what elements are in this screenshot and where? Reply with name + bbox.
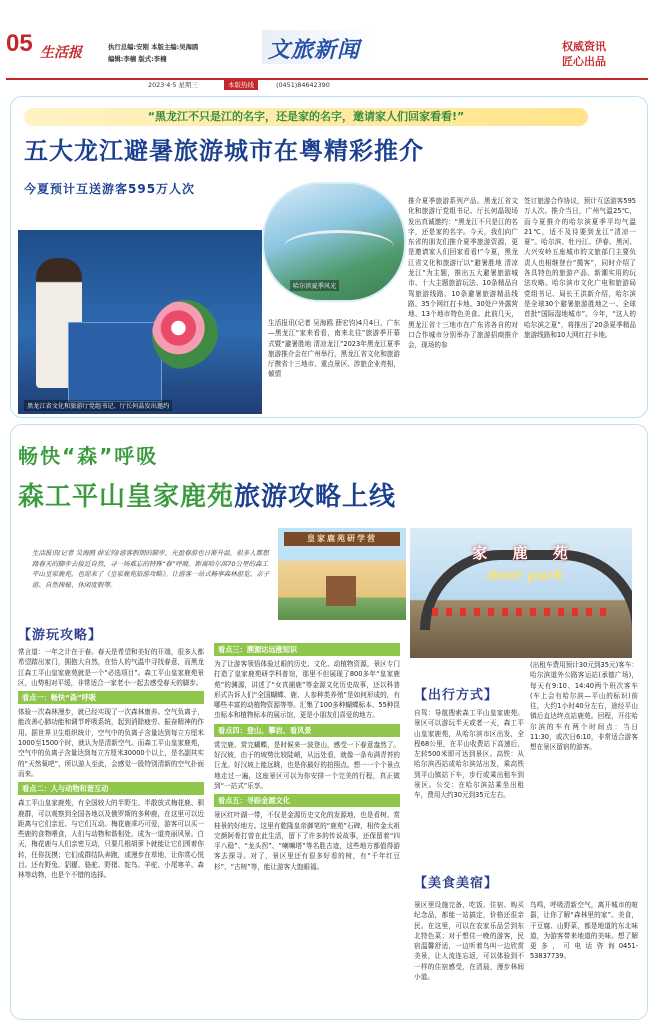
flower-arrangement (152, 300, 218, 370)
story-1-column-3: 签订旅游合作协议，预计互送游客595万人次。推介当日，广州气温25℃，而今夏推介的哈尔滨夏季平均气温21℃，适不及待要到龙江“清凉一夏”。哈尔滨、牡丹江、伊春、黑河、大兴安岭五座城市的文旅部门主要负责人也相继登台“揽客”，同时介绍了各具特色的旅游产品、新潮实用的玩法攻略。哈尔滨市文化广电和旅游局党组书记、局长王洪新介绍，哈尔滨是全球30个避暑旅游胜地之一、全球首批“国际湿地城市”。今年，“这人的哈尔滨之夏”，将推出了20条夏季精品旅游线路和10大网红打卡地。 (524, 197, 636, 339)
masthead (0, 0, 654, 100)
story-2-kicker: 畅快“森”呼吸 (18, 444, 159, 468)
story-2-lead: 生活报讯(记者 吴海鸥 薛宏钧)游客假期的脚步，充盈春游也日渐升温，很多人都想踏春天的脚步去接近自然，寻一场难忘的特殊“春”呼吸。距离哈尔滨70公里的森工平山皇家鹿苑，也迎来了《皇家鹿苑旅游攻略》。让游客一站式畅享森林游览、亲子游、自然探秘、休闲度假等。 (32, 549, 270, 589)
point-2-title: 看点二：人与动物和谐互动 (18, 782, 204, 795)
lanterns (432, 608, 610, 616)
travel-guide-heading: 【游玩攻略】 (18, 628, 103, 643)
summer-scenery-photo (262, 182, 406, 302)
speaker-photo (18, 230, 262, 414)
food-text: 景区里设施完备，吃饭、住宿、购买纪念品，都能一站搞定，价格还很亲民。在这里，可以在农家乐品尝到东北特色菜；对于想住一晚的游客，民宿温馨舒适，一边听着鸟叫一边欣赏美景，让人流连忘返，可以体验到不一样的住宿感受，在清晨，漫步林间小道。 (414, 901, 524, 982)
summer-scenery-caption: 哈尔滨夏季风光 (290, 280, 339, 291)
story-1-subheadline: 今夏预计互送游客595万人次 (24, 182, 196, 196)
point-5-text: 景区红叶湖一带，不仅是金源历史文化的发源地，也是看树、赏桂景的好地方。这里有乾隆皇帝御笔的“鹿苑”石碑，相传金太祖完颜阿骨打曾在此生活，留下了许多的传说故事，还保留着“四平八稳”、“龙头拐”、“喇嘛塔”等名胜古迹，这些地方都值得游客去探寻。对了，景区里还有很多好看的树，有“千年红豆杉”、“古树”等，能让游客大饱眼福。 (214, 811, 400, 871)
point-1-text: 体验一次森林漫步，就已经实现了一次森林康养。空气负离子，能改善心肺功能和调节呼吸系统，起到消除疲劳、振奋精神的作用。据世界卫生组织统计，空气中的负离子含量达到每立方厘米1000至1500个时，就认为是清新空气。而森工平山皇家鹿苑，空气中的负离子含量达到每立方厘米30000个以上，是名副其实的“天然氧吧”，所以游人至此，会感觉一股特别清新的空气扑面而来。 (18, 708, 204, 778)
story-1-kicker: “黑龙江不只是江的名字，还是家的名字，邀请家人们回家看看!” (24, 108, 588, 126)
point-4-title: 看点四：登山、攀岩、看风景 (214, 724, 400, 737)
point-5-title: 看点五：寻踪金源文化 (214, 794, 400, 807)
story-2-headline-part-1: 森工平山皇家鹿苑 (18, 482, 235, 512)
camp-building-door (326, 576, 356, 606)
food-text-2: 鸟鸣，呼吸清新空气，离开城市的喧嚣，让你了解“森林里的家”。美食，干豆腐、山野菜，都是地道的东北味道，为游客带来地道的美味。想了解更多，可电话咨询0451-53837739。 (530, 901, 638, 961)
story-1-column-1: 生活报讯(记者 吴海鸥 薛宏钧)4月4日，广东—黑龙江“家来看看，南来北往”旅游季开幕式暨“避暑胜地 清凉龙江”2023年黑龙江夏季旅游推介会在广州举行，黑龙江省文化和旅游厅携省十三地市、重点景区、涉旅企业亮相，倾情 (268, 319, 400, 379)
bridge-shape (284, 230, 394, 263)
transport-text: 自驾：导航搜索森工平山皇家鹿苑。景区可以游玩半天或者一天，森工平山皇家鹿苑，从哈尔滨市区出发，全程68公里，在平山收费站下高速后，左转500米即可达到景区。高铁：从哈尔滨西站或哈尔滨站出发，乘高铁到平山镇站下车，步行或乘出租车到景区。公交：在哈尔滨站乘坐出租车，费用大约30元到35元左右。 (414, 709, 524, 800)
deer-park-gate-photo (410, 528, 632, 658)
story-1-headline: 五大龙江避暑旅游城市在粤精彩推介 (24, 137, 424, 165)
story-2-column-b (214, 640, 400, 1014)
gate-sign-en: deer park (486, 568, 564, 584)
section-title: 文旅新闻 (268, 38, 361, 63)
point-3-text: 为了让游客领悟体验过眼的历史、文化、动植物资源，景区专门打造了皇家鹿苑研学科普馆，那里不但展现了800多年“皇家鹿苑”的渊源，讲述了“女真捕鹿”等金源文化历史故事，还以科普形式告诉人们“全国蝴蝶、鹿、人参种类养殖”是如何形成的，有哪些丰富的动植物资源等等。汇集了100多种蝴蝶标本、55种昆虫标本和植物标本的展示馆，更是小朋友们喜爱的地方。 (214, 660, 400, 720)
research-camp-photo (278, 528, 406, 620)
date-line: 2023·4·5 星期三 (148, 81, 198, 89)
point-2-text: 森工平山皇家鹿苑，有全国较大的半野生、半散放式梅花鹿、驯鹿群，可以观察到全国各地以及俄罗斯的多种鹿，在这里可以近距离与它们亲近、与它们互动。梅花鹿乖巧可爱，游客可以买一些鹿的食物喂食，人们与动物和谐相处，成为一道亮丽风景。白天，梅花鹿与人们亲密互动，只要几根胡萝卜就能让它们围着你转，任你抚摸；它们成群结队奔跑，或漫步在草地，让你赏心悦目。还有野兔、貂獾、骆驼、野猪、鸵鸟、羊驼、小尾寒羊、森林等动物，也是个不错的选择。 (18, 799, 204, 880)
story-2-headline-part-2: 旅游攻略上线 (234, 482, 397, 512)
page-number: 05 (6, 30, 33, 57)
slogan-line-1: 权威资讯 (562, 40, 606, 53)
camp-sign-text: 皇家鹿苑研学营 (307, 534, 377, 543)
paper-name: 生活报 (40, 45, 82, 61)
slogan-line-2: 匠心出品 (562, 55, 606, 68)
point-3-title: 看点三：溯源达远涨知识 (214, 643, 400, 656)
story-2-headline (18, 476, 396, 513)
speaker-photo-caption: 黑龙江省文化和旅游厅党组书记、厅长何晶发出邀约 (24, 400, 172, 411)
travel-intro-text: 常言道：一年之计在于春。春天是希望和美好的开端，很多人都希望踏出家门，拥抱大自然，在怡人的气温中寻找春意，而黑龙江森工平山皇家鹿苑就是一个“必选项目”。森工平山皇家鹿苑景区，山势相对平缓，非常适合一家老小一起去感受春天的脚步。 (18, 648, 204, 687)
hotline-number: (0451)84642390 (276, 81, 330, 89)
story-1-column-2: 推介夏季旅游系列产品。黑龙江省文化和旅游厅党组书记、厅长何晶现场发出真诚邀约：“黑龙江不只是江的名字，还是家的名字。今天，我们向广东省的朋友们推介夏季旅游资源，更是邀请家人们回家看看!”今夏，黑龙江省文化和旅游厅以“避暑胜地 清凉龙江”为主题，推出五大避暑旅游城市、十大主题旅游玩法、10条精品自驾旅游线路、10条避暑旅游精品线路、35个网红打卡地、30处户外露营地、13个地市特色美食。此前几天，黑龙江省十三地市在广东省各自的对口合作城市分别举办了旅游招商推介会，现场的参 (408, 197, 518, 350)
podium (68, 322, 162, 402)
hotline-label: 本版热线 (224, 80, 258, 90)
story-2-column-a (18, 624, 204, 1014)
point-1-title: 看点一：畅快“森”呼吸 (18, 691, 204, 704)
transport-heading: 【出行方式】 (414, 684, 498, 703)
editor-line-2: 编辑:李楠 版式:李楠 (108, 55, 167, 63)
point-4-text: 赏完鹿、赏完蝴蝶，是时候来一波登山，感受一下春意盎然了。好汉坡，由于的坡势比较陡峭，从远处看，就像一条布满青苔的巨龙。好汉坡上能远眺，也是你最好的拍照点。想一一个个景点地走过一遍，这座景区可以为你安排一个完美的行程，真正做到“一站式”乐享。 (214, 740, 400, 790)
transport-text-2: (出租车费用预计30元到35元)客车：哈尔滨道外公路客运站(承德广场)，每天有9:10、14:40两个班次客车(车上会有哈尔滨—平山的标识)前往，大约1小时40分左右，途经平山镇后直达终点站鹿苑。回程，开往哈尔滨的车有两个时间点：当日11:30，或次日6:10，非常适合游客想在景区留宿的游客。 (530, 661, 638, 752)
editor-line-1: 执行总编:安刚 本版主编:吴海鸥 (108, 43, 199, 51)
food-heading: 【美食美宿】 (414, 876, 499, 891)
gate-sign-cn: 家 鹿 苑 (472, 544, 578, 562)
